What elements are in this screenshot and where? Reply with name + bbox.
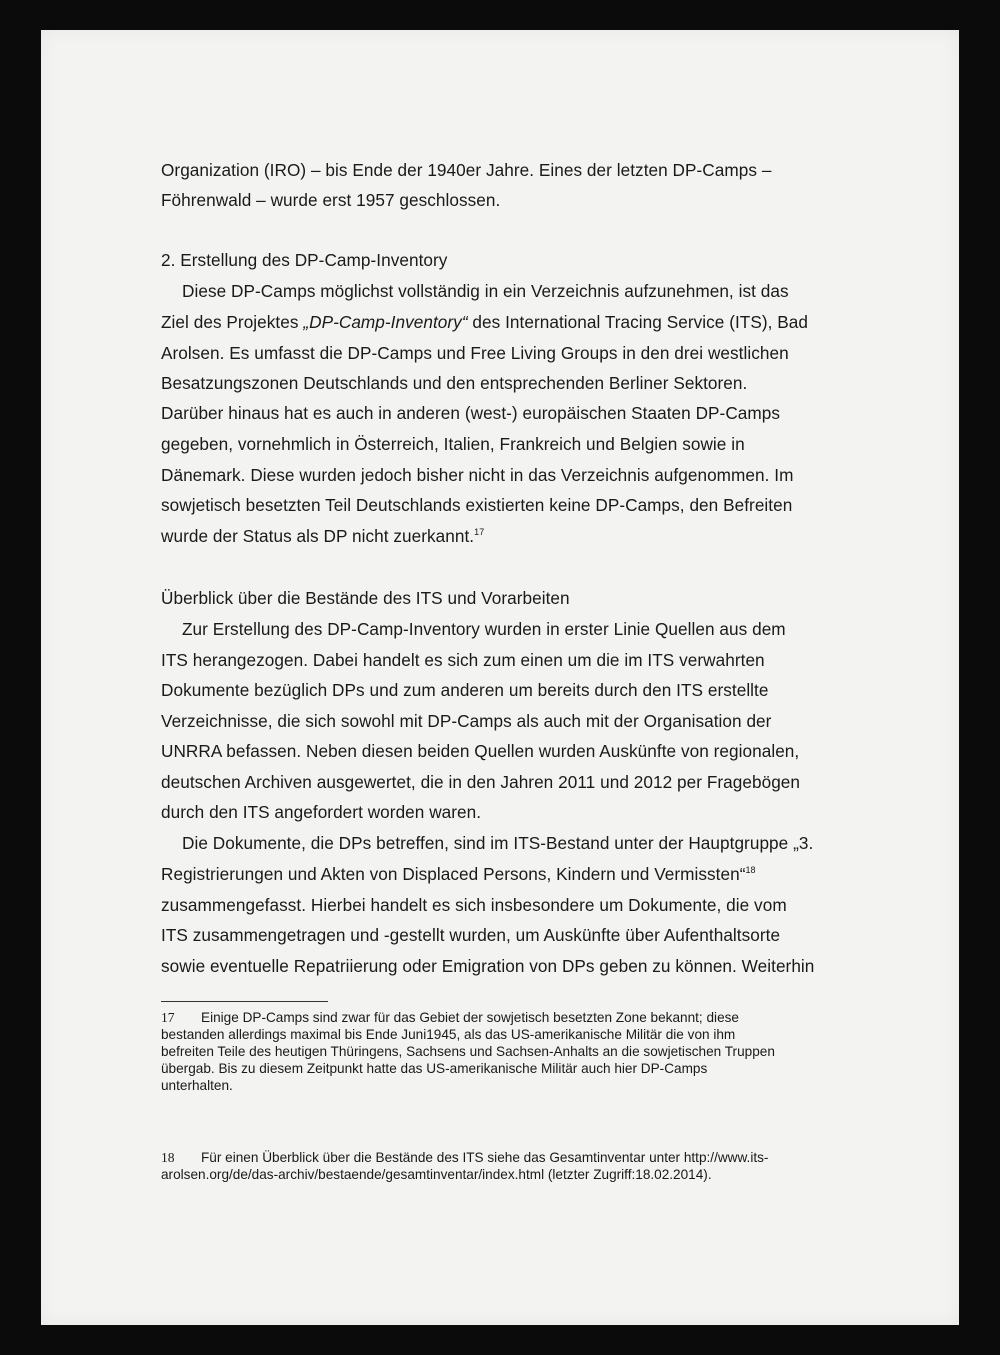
text-line: Dänemark. Diese wurden jedoch bisher nicht in das Verzeichnis aufgenommen. Im: [161, 465, 794, 485]
footnote-line: unterhalten.: [161, 1078, 233, 1093]
project-name: „DP-Camp-Inventory“: [303, 312, 468, 332]
text-line: Föhrenwald – wurde erst 1957 geschlossen.: [161, 190, 501, 210]
text-line: sowjetisch besetzten Teil Deutschlands existierten keine DP-Camps, den Befreiten: [161, 495, 793, 515]
text-line: gegeben, vornehmlich in Österreich, Italien, Frankreich und Belgien sowie in: [161, 434, 745, 454]
text-line: [161, 525, 484, 547]
footnote-line: übergab. Bis zu diesem Zeitpunkt hatte das US-amerikanische Militär auch hier DP-Camps: [161, 1061, 708, 1076]
footnote-line: arolsen.org/de/das-archiv/bestaende/gesamtinventar/index.html (letzter Zugriff:18.02.2014).: [161, 1167, 712, 1182]
document-page: [41, 30, 959, 1325]
text-line: UNRRA befassen. Neben diesen beiden Quellen wurden Auskünfte von regionalen,: [161, 741, 800, 761]
text-line: Die Dokumente, die DPs betreffen, sind im ITS-Bestand unter der Hauptgruppe „3.: [182, 833, 814, 853]
text-line: Zur Erstellung des DP-Camp-Inventory wurden in erster Linie Quellen aus dem: [182, 619, 786, 639]
footnote-line: [161, 1149, 768, 1166]
text-line: Arolsen. Es umfasst die DP-Camps und Free Living Groups in den drei westlichen: [161, 343, 789, 363]
section-heading: 2. Erstellung des DP-Camp-Inventory: [161, 250, 448, 270]
text-line: zusammengefasst. Hierbei handelt es sich insbesondere um Dokumente, die vom: [161, 895, 787, 915]
text-line: deutschen Archiven ausgewertet, die in den Jahren 2011 und 2012 per Fragebögen: [161, 772, 801, 792]
text-line: ITS herangezogen. Dabei handelt es sich zum einen um die im ITS verwahrten: [161, 650, 765, 670]
text-line: Diese DP-Camps möglichst vollständig in ein Verzeichnis aufzunehmen, ist das: [182, 281, 789, 301]
text-line: Darüber hinaus hat es auch in anderen (west-) europäischen Staaten DP-Camps: [161, 403, 781, 423]
text-line: ITS zusammengetragen und -gestellt wurden, um Auskünfte über Aufenthaltsorte: [161, 925, 781, 945]
footnote-reference: 17: [474, 527, 485, 537]
text-span: Für einen Überblick über die Bestände des ITS siehe das Gesamtinventar unter http://www.its-: [201, 1150, 769, 1165]
footnote-line: [161, 1009, 739, 1026]
footnote-reference: 18: [745, 865, 756, 875]
text-line: [161, 863, 756, 885]
text-span: wurde der Status als DP nicht zuerkannt.: [161, 526, 475, 546]
footnote-line: befreiten Teile des heutigen Thüringens, Sachsens und Sachsen-Anhalts an die sowjetischen Truppen: [161, 1044, 775, 1059]
footnote-number: 18: [161, 1150, 175, 1165]
text-line: [161, 311, 808, 333]
section-heading: Überblick über die Bestände des ITS und Vorarbeiten: [161, 588, 570, 608]
text-line: Dokumente bezüglich DPs und zum anderen um bereits durch den ITS erstellte: [161, 680, 769, 700]
footnote-number: 17: [161, 1010, 175, 1025]
text-span: Registrierungen und Akten von Displaced Persons, Kindern und Vermissten“: [161, 864, 746, 884]
text-span: des International Tracing Service (ITS), Bad: [467, 312, 809, 332]
text-line: Besatzungszonen Deutschlands und den entsprechenden Berliner Sektoren.: [161, 373, 748, 393]
text-line: Verzeichnisse, die sich sowohl mit DP-Camps als auch mit der Organisation der: [161, 711, 772, 731]
text-span: Einige DP-Camps sind zwar für das Gebiet der sowjetisch besetzten Zone bekannt; diese: [201, 1010, 739, 1025]
text-line: Organization (IRO) – bis Ende der 1940er Jahre. Eines der letzten DP-Camps –: [161, 160, 772, 180]
text-line: durch den ITS angefordert worden waren.: [161, 802, 482, 822]
footnote-line: bestanden allerdings maximal bis Ende Juni1945, als das US-amerikanische Militär die von ihm: [161, 1027, 736, 1042]
text-span: Ziel des Projektes: [161, 312, 304, 332]
footnote-divider: [161, 1001, 328, 1002]
text-line: sowie eventuelle Repatriierung oder Emigration von DPs geben zu können. Weiterhin: [161, 956, 815, 976]
